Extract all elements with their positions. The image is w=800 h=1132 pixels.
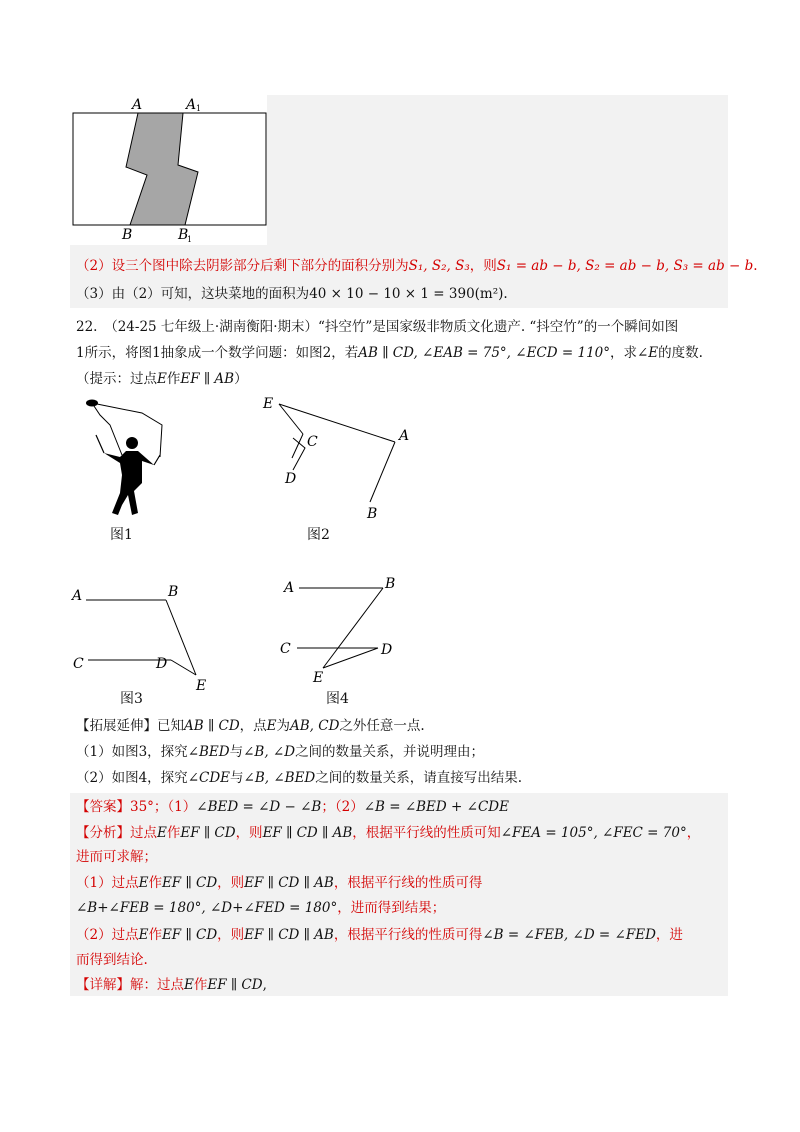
q-line2-math2: ∠E [637, 345, 659, 361]
extension-q1 [76, 742, 484, 762]
fig2-A-B [370, 442, 395, 502]
detail-a: 解：过点 [130, 977, 184, 993]
diabolo [86, 400, 98, 407]
p1-m2: EF ∥ CD [161, 875, 218, 891]
ext-q2-end: 之间的数量关系，请直接写出结果. [315, 770, 523, 786]
q-line2-prefix: 1所示，将图1抽象成一个数学问题：如图2，若 [76, 345, 359, 361]
analysis-c: ，则 [235, 825, 263, 841]
solution-analysis [76, 823, 700, 843]
p2-m1: E [138, 927, 149, 943]
analysis-m4: ∠FEA = 105°, ∠FEC = 70° [500, 825, 687, 841]
p1-line2-text: ，进而得到结果； [337, 900, 446, 916]
ext-q2-prefix: （2）如图4，探究 [76, 770, 188, 786]
label-B: B [122, 227, 133, 243]
fig1-caption: 图1 [110, 527, 133, 543]
ext-intro-c: 为 [276, 718, 291, 734]
part3-math: 40 × 10 − 10 × 1 = 390 [309, 286, 475, 302]
analysis-tag: 【分析】 [76, 825, 130, 841]
top-figure [70, 95, 270, 245]
analysis-b: 作 [166, 825, 181, 841]
fig3-label-E: E [196, 678, 207, 692]
q-line2-math: AB ∥ CD, ∠EAB = 75°, ∠ECD = 110° [358, 345, 610, 361]
player-head [126, 437, 138, 449]
label-A1: A [186, 97, 197, 113]
p1-d: ，根据平行线的性质可得 [333, 875, 483, 891]
p1-line2-math: ∠B+∠FEB = 180°, ∠D+∠FED = 180° [76, 900, 338, 916]
figure-1-diabolo-player [82, 395, 182, 520]
fig4-B-E [323, 588, 383, 668]
solution-p2-line2: 而得到结论. [76, 952, 148, 968]
solution-answer [76, 797, 509, 817]
q-line2-end: 的度数. [658, 345, 703, 361]
ext-intro-b: ，点 [239, 718, 267, 734]
ext-intro-d: 之外任意一点. [339, 718, 425, 734]
fig3-label-C: C [73, 656, 84, 672]
fig4-label-A: A [284, 580, 295, 596]
part2-math: S₁, S₂, S₃ [408, 258, 470, 274]
q-line3-prefix: （提示：过点 [76, 371, 157, 387]
figure-4 [275, 570, 405, 685]
fig2-label-B: B [367, 506, 378, 522]
label-A: A [132, 97, 143, 113]
solution-p1-line2 [76, 898, 445, 918]
ext-intro-math: AB ∥ CD [184, 718, 240, 734]
extension-title: 【拓展延伸】 [76, 718, 157, 734]
p2-a: （2）过点 [76, 927, 139, 943]
q-line3-mid: 作 [166, 371, 181, 387]
p2-e: ，进 [655, 927, 683, 943]
fig2-E-C [279, 404, 303, 434]
p1-a: （1）过点 [76, 875, 139, 891]
p1-m3: EF ∥ CD ∥ AB [244, 875, 334, 891]
analysis-e: ， [686, 825, 701, 841]
figure-2 [255, 390, 425, 525]
question-line1: 22. （24-25 七年级上·湖南衡阳·期末）“抖空竹”是国家级非物质文化遗产. “抖空竹”的一个瞬间如图 [76, 319, 679, 335]
q-line3-end: ） [234, 371, 248, 387]
fig2-E-A [279, 404, 395, 442]
answer-text2: ；（2） [321, 799, 364, 815]
fig2-label-C: C [307, 434, 318, 450]
fig3-label-B: B [168, 584, 179, 600]
figure-3 [68, 580, 218, 692]
p1-b: 作 [148, 875, 162, 891]
answer-text: 35°；（1） [130, 799, 197, 815]
question-line2 [76, 343, 703, 363]
fig2-label-D: D [285, 471, 297, 487]
ext-intro-a: 已知 [157, 718, 184, 734]
p2-m2: EF ∥ CD [161, 927, 218, 943]
solution-detail [76, 975, 267, 995]
ext-q2-mid: 与 [230, 770, 244, 786]
p2-b: 作 [148, 927, 162, 943]
analysis-m1: E [157, 825, 167, 841]
solution-p2 [76, 925, 683, 945]
detail-c: , [262, 977, 267, 993]
answer-math1: ∠BED = ∠D − ∠B [196, 799, 322, 815]
ext-q1-prefix: （1）如图3，探究 [76, 744, 188, 760]
fig2-caption: 图2 [307, 527, 330, 543]
ext-q1-end: 之间的数量关系，并说明理由； [295, 744, 485, 760]
fig3-label-A: A [72, 588, 83, 604]
fig3-B-E [166, 600, 196, 675]
fig4-label-C: C [280, 641, 291, 657]
fig2-label-A: A [399, 428, 410, 444]
detail-m1: E [184, 977, 194, 993]
p1-c: ，则 [217, 875, 245, 891]
ext-intro-math3: AB, CD [290, 718, 340, 734]
detail-m2: EF ∥ CD [207, 977, 263, 993]
ext-q1-math: ∠BED [187, 744, 230, 760]
q-line2-mid: ，求 [610, 345, 637, 361]
analysis-m3: EF ∥ CD ∥ AB [262, 825, 353, 841]
prev-answer-part3 [76, 284, 508, 304]
ext-q1-math2: ∠B, ∠D [243, 744, 296, 760]
question-line3 [76, 369, 248, 389]
p2-m4: ∠B = ∠FEB, ∠D = ∠FED [482, 927, 656, 943]
solution-p1 [76, 873, 482, 893]
analysis-a: 过点 [130, 825, 157, 841]
fig4-caption: 图4 [326, 691, 349, 707]
fig3-D-E [171, 660, 196, 675]
prev-answer-part2 [76, 256, 758, 276]
ext-q2-math: ∠CDE [187, 770, 231, 786]
player-body [104, 451, 154, 515]
ext-q1-mid: 与 [229, 744, 244, 760]
fig2-label-E: E [263, 396, 274, 412]
part3-unit: (m²) [474, 286, 504, 302]
answer-math2: ∠B = ∠BED + ∠CDE [363, 799, 509, 815]
p2-m3: EF ∥ CD ∥ AB [244, 927, 334, 943]
ext-q2-math2: ∠B, ∠BED [243, 770, 316, 786]
fig4-label-B: B [385, 576, 396, 592]
q-line3-math2: EF ∥ AB [180, 371, 235, 387]
part2-result: S₁ = ab − b, S₂ = ab − b, S₃ = ab − b [496, 258, 754, 274]
analysis-m2: EF ∥ CD [180, 825, 236, 841]
analysis-d: ，根据平行线的性质可知 [352, 825, 501, 841]
fig3-caption: 图3 [120, 691, 143, 707]
part2-end: . [753, 258, 758, 274]
extension-intro [76, 716, 425, 736]
detail-tag: 【详解】 [76, 977, 130, 993]
part2-prefix: （2）设三个图中除去阴影部分后剩下部分的面积分别为 [76, 258, 409, 274]
q-line3-math: E [157, 371, 167, 387]
p2-d: ，根据平行线的性质可得 [333, 927, 483, 943]
extension-q2 [76, 768, 522, 788]
solution-analysis-line2: 进而可求解； [76, 849, 157, 865]
label-A1-sub: 1 [196, 104, 202, 113]
label-B1-sub: 1 [187, 235, 193, 244]
ext-intro-math2: E [266, 718, 277, 734]
stick-left [96, 435, 104, 453]
answer-tag: 【答案】 [76, 799, 130, 815]
part3-prefix: （3）由（2）可知，这块菜地的面积为 [76, 286, 310, 302]
p1-m1: E [138, 875, 149, 891]
detail-b: 作 [193, 977, 208, 993]
fig3-label-D: D [156, 656, 168, 672]
fig4-label-E: E [313, 670, 324, 685]
label-B1: B [178, 227, 189, 243]
p2-c: ，则 [217, 927, 245, 943]
part3-end: . [503, 286, 508, 302]
fig4-E-D [323, 648, 378, 668]
part2-mid: ，则 [469, 258, 497, 274]
stick-right [154, 455, 160, 465]
fig4-label-D: D [381, 642, 393, 658]
